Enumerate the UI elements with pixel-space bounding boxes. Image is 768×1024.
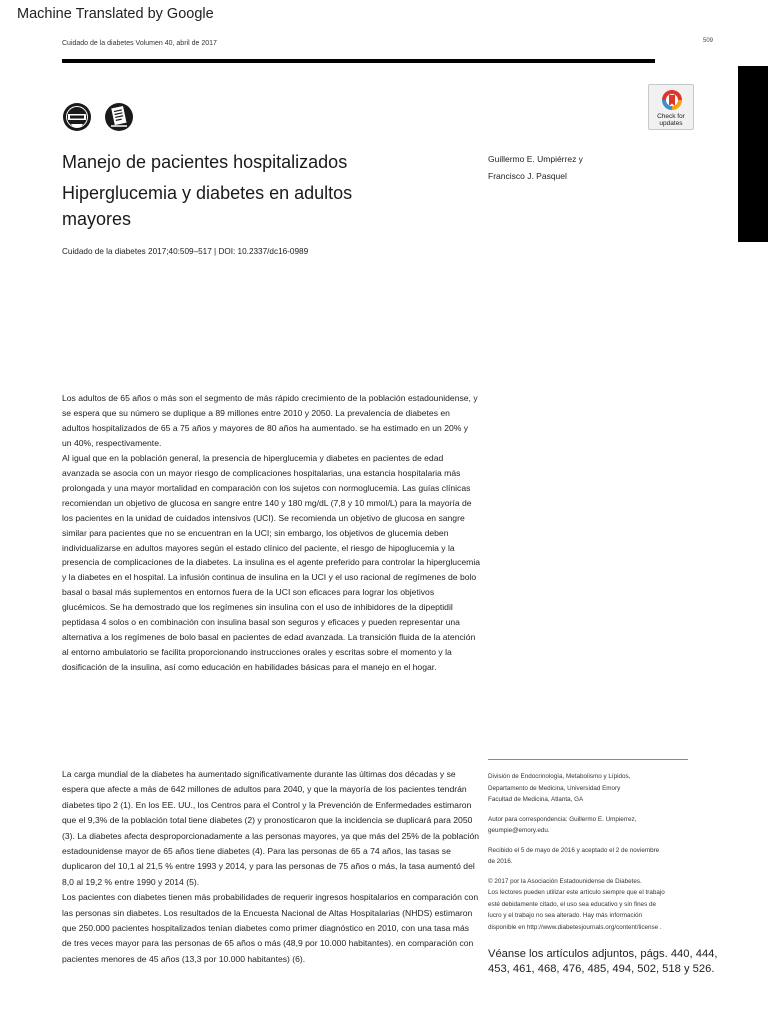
license-line: lucro y el trabajo no sea alterado. Hay más información [488,912,643,919]
related-articles-note: Véanse los artículos adjuntos, págs. 440, 444, 453, 461, 468, 476, 485, 494, 502, 518 y 526. [488,948,718,975]
license-line: esté debidamente citado, el uso sea educativo y sin fines de [488,900,657,908]
article-citation: Cuidado de la diabetes 2017;40:509–517 | DOI: 10.2337/dc16-0989 [62,247,309,256]
author-1: Guillermo E. Umpiérrez y [488,154,583,164]
translation-banner: Machine Translated by Google [17,6,214,22]
license-line: Los lectores pueden utilizar este artículo siempre que el trabajo [488,889,665,896]
received-line: de 2016. [488,858,513,865]
abstract-paragraph: Los adultos de 65 años o más son el segmento de más rápido crecimiento de la población estadounidense, y se espera que su número se duplique a 89 millones entre 2010 y 2050. La prevalencia de diabetes en adultos hospitalizados de 65 a 75 años y mayores de 80 años ha aumentado. se ha estimado en un 20% y un 40%, respectivamente. [62,393,478,448]
article-title-line-2: Hiperglucemia y diabetes en adultos [62,183,353,203]
page-number: 509 [703,38,714,44]
article-footnotes [488,771,728,933]
journal-running-header: Cuidado de la diabetes Volumen 40, abril de 2017 [62,40,217,47]
check-updates-label-2: updates [659,120,683,127]
check-for-updates-button[interactable] [648,84,694,130]
received-line: Recibido el 5 de mayo de 2016 y aceptado el 2 de noviembre [488,846,660,854]
body-text [62,767,480,967]
correspondence-email[interactable]: geumpie@emory.edu. [488,827,550,834]
author-2: Francisco J. Pasquel [488,171,567,181]
abstract-paragraph: Al igual que en la población general, la presencia de hiperglucemia y diabetes en pacientes de edad avanzada se asocia con un mayor riesgo de complicaciones hospitalarias, una estancia hospitalaria más prolongada y una mayor mortalidad en comparación con los sujetos con normoglucemia. Las guías clínicas recomiendan un objetivo de glucosa en sangre entre 140 y 180 mg/dL (7,8 y 10 mmol/L) para la mayoría de los pacientes en la unidad de cuidados intensivos (UCI). Se recomienda un objetivo de glucosa en sangre similar para pacientes que no se encuentran en la UCI; sin embargo, los objetivos de glucemia deben individualizarse en adultos mayores según el estado clínico del paciente, el riesgo de hipoglucemia y la presencia de complicaciones de la diabetes. La insulina es el agente preferido para controlar la hiperglucemia y la diabetes en el hospital. La infusión continua de insulina en la UCI y el uso racional de regímenes de bolo basal o basal más suplementos en entornos fuera de la UCI son eficaces para lograr los objetivos glucémicos. Se ha demostrado que los regímenes sin insulina con el uso de inhibidores de la dipeptidil peptidasa 4 solos o en combinación con insulina basal son seguros y eficaces y pueden representar una alternativa a los regímenes de bolo basal en pacientes de edad avanzada. La transición fluida de la atención al entorno ambulatorio se facilita proporcionando instrucciones orales y escritas sobre el momento y la dosificación de la insulina, así como educación en habilidades básicas para el manejo en el hogar. [62,452,481,673]
document-badge-logo [104,102,134,132]
side-black-bar [738,66,768,242]
correspondence-line: Autor para correspondencia: Guillermo E. Umpierrez, [488,815,637,823]
journal-badge-logo [62,102,92,132]
author-list [488,151,583,185]
body-paragraph: La carga mundial de la diabetes ha aumentado significativamente durante las últimas dos décadas y se espera que afecte a más de 642 millones de adultos para 2040, y que la mayoría de los pacientes tendrán diabetes tipo 2 (1). En los EE. UU., los Centros para el Control y la Prevención de Enfermedades estimaron que el 9,3% de la población total tiene diabetes (2) y pronosticaron que la incidencia se duplicará para 2050 (3). La diabetes afecta desproporcionadamente a las personas mayores, ya que más del 25% de la población estadounidense mayor de 65 años tiene diabetes (4). Para las personas de 65 a 74 años, las tasas se duplicaron del 10,1 al 21,5 % entre 1993 y 2014, y para las personas de 75 años o más, la tasa aumentó del 8,0 al 19,2 % entre 1990 y 2014 (5). [62,769,480,887]
header-rule [62,59,655,63]
copyright-line: © 2017 por la Asociación Estadounidense de Diabetes. [488,877,642,885]
article-title-line-1: Manejo de pacientes hospitalizados [62,152,348,172]
license-link-line[interactable]: disponible en http://www.diabetesjournals.org/content/license . [488,923,662,931]
affiliation-line: División de Endocrinología, Metabolismo y Lípidos, [488,773,631,780]
body-paragraph: Los pacientes con diabetes tienen más probabilidades de requerir ingresos hospitalarios en comparación con las personas sin diabetes. Los resultados de la Encuesta Nacional de Altas Hospitalarias (NHDS) estimaron que 250.000 pacientes hospitalizados tenían diabetes como primer diagnóstico en 2010, con una tasa más de tres veces mayor para las personas de 65 años o más (48,9 por 10.000 habitantes). en comparación con pacientes menores de 45 años (13,3 por 10.000 habitantes) (6). [62,892,479,964]
affiliation-line: Departamento de Medicina, Universidad Emory [488,784,621,792]
sidebar-rule [488,759,688,760]
crossmark-icon [660,88,684,112]
check-updates-label-1: Check for [657,113,685,120]
article-title-line-3: mayores [62,209,132,229]
affiliation-line: Facultad de Medicina, Atlanta, GA [488,796,584,803]
abstract [62,391,480,675]
